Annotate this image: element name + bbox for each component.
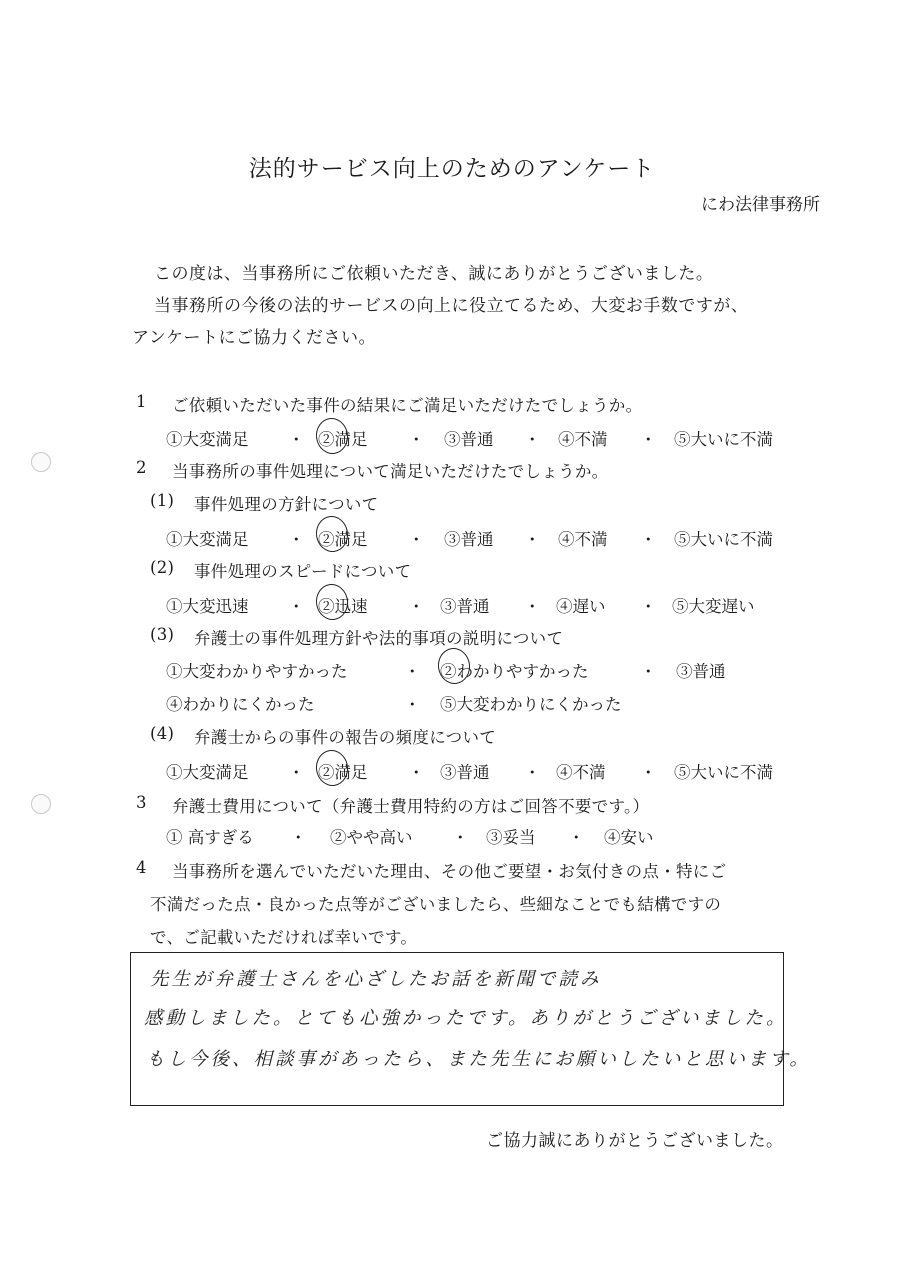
q3-option-2[interactable]: ②やや高い <box>330 828 413 847</box>
q2-1-option-5[interactable]: ⑤大いに不満 <box>674 530 773 549</box>
q2-4-text: 弁護士からの事件の報告の頻度について <box>194 728 497 747</box>
q2-4-separator: ・ <box>288 763 305 782</box>
q2-1-separator: ・ <box>408 530 425 549</box>
intro-line-3: アンケートにご協力ください。 <box>132 328 376 348</box>
q2-2-option-1[interactable]: ①大変迅速 <box>166 597 249 616</box>
q2-2-option-4[interactable]: ④遅い <box>556 597 606 616</box>
q2-4-option-4[interactable]: ④不満 <box>556 763 606 782</box>
q2-3-option-3[interactable]: ③普通 <box>676 662 726 681</box>
q2-2-label: (2) <box>150 558 175 577</box>
q2-3-label: (3) <box>150 625 175 644</box>
handwritten-line-2: 感動しました。とても心強かったです。ありがとうございました。 <box>144 1008 788 1029</box>
q2-4-option-2[interactable]: ②満足 <box>318 763 368 782</box>
q1-text: ご依頼いただいた事件の結果にご満足いただけたでしょうか。 <box>172 396 643 415</box>
intro-line-2: 当事務所の今後の法的サービスの向上に役立てるため、大変お手数ですが、 <box>154 296 749 316</box>
q2-2-option-2[interactable]: ②迅速 <box>318 597 368 616</box>
q2-1-text: 事件処理の方針について <box>194 495 379 514</box>
q3-option-3[interactable]: ③妥当 <box>486 828 536 847</box>
q2-2-separator: ・ <box>288 597 305 616</box>
q1-option-5[interactable]: ⑤大いに不満 <box>674 430 773 449</box>
firm-name: にわ法律事務所 <box>701 195 820 215</box>
q3-separator: ・ <box>290 828 307 847</box>
q2-3-separator: ・ <box>640 662 657 681</box>
q2-3-text: 弁護士の事件処理方針や法的事項の説明について <box>194 629 564 648</box>
q2-1-separator: ・ <box>524 530 541 549</box>
q1-option-4[interactable]: ④不満 <box>558 430 608 449</box>
q2-2-text: 事件処理のスピードについて <box>194 562 412 581</box>
q2-1-separator: ・ <box>288 530 305 549</box>
q3-number: 3 <box>136 793 147 812</box>
punch-hole-top <box>31 452 51 472</box>
q2-4-separator: ・ <box>408 763 425 782</box>
page-title: 法的サービス向上のためのアンケート <box>248 156 656 182</box>
q4-line-2: 不満だった点・良かった点等がございましたら、些細なことでも結構ですの <box>150 895 722 914</box>
q2-2-option-3[interactable]: ③普通 <box>440 597 490 616</box>
q4-line-3: で、ご記載いただければ幸いです。 <box>150 928 418 947</box>
q3-separator: ・ <box>568 828 585 847</box>
q2-4-option-5[interactable]: ⑤大いに不満 <box>674 763 773 782</box>
q2-3-option-1[interactable]: ①大変わかりやすかった <box>166 662 348 681</box>
q3-separator: ・ <box>452 828 469 847</box>
q2-1-option-3[interactable]: ③普通 <box>444 530 494 549</box>
q2-2-separator: ・ <box>408 597 425 616</box>
handwritten-line-1: 先生が弁護士さんを心ざしたお話を新聞で読み <box>150 969 602 990</box>
q2-1-option-4[interactable]: ④不満 <box>558 530 608 549</box>
q4-line-1: 当事務所を選んでいただいた理由、その他ご要望・お気付きの点・特にご <box>172 862 727 881</box>
q2-3-separator: ・ <box>404 662 421 681</box>
q2-1-option-1[interactable]: ①大変満足 <box>166 530 249 549</box>
q2-2-option-5[interactable]: ⑤大変遅い <box>672 597 755 616</box>
q3-text: 弁護士費用について（弁護士費用特約の方はご回答不要です。） <box>172 797 650 816</box>
q1-separator: ・ <box>524 430 541 449</box>
q2-1-label: (1) <box>150 491 175 510</box>
q2-2-separator: ・ <box>524 597 541 616</box>
q2-4-option-1[interactable]: ①大変満足 <box>166 763 249 782</box>
q2-1-option-2[interactable]: ②満足 <box>318 530 368 549</box>
q2-3-option-2[interactable]: ②わかりやすかった <box>440 662 589 681</box>
q2-4-separator: ・ <box>640 763 657 782</box>
q2-4-label: (4) <box>150 724 175 743</box>
q2-3-option-4[interactable]: ④わかりにくかった <box>166 695 315 714</box>
q1-separator: ・ <box>640 430 657 449</box>
q1-number: 1 <box>136 392 147 411</box>
punch-hole-bottom <box>31 794 51 814</box>
q1-option-2[interactable]: ②満足 <box>318 430 368 449</box>
closing-thanks: ご協力誠にありがとうございました。 <box>486 1131 784 1151</box>
q1-separator: ・ <box>408 430 425 449</box>
q2-2-separator: ・ <box>640 597 657 616</box>
q2-text: 当事務所の事件処理について満足いただけたでしょうか。 <box>172 462 609 481</box>
handwritten-line-3: もし今後、相談事があったら、また先生にお願いしたいと思います。 <box>146 1049 811 1070</box>
q1-option-1[interactable]: ①大変満足 <box>166 430 249 449</box>
q1-separator: ・ <box>288 430 305 449</box>
q2-3-separator: ・ <box>404 695 421 714</box>
q2-3-option-5[interactable]: ⑤大変わかりにくかった <box>440 695 622 714</box>
q2-4-separator: ・ <box>524 763 541 782</box>
q1-option-3[interactable]: ③普通 <box>444 430 494 449</box>
q2-4-option-3[interactable]: ③普通 <box>440 763 490 782</box>
q4-number: 4 <box>136 858 147 877</box>
q3-option-4[interactable]: ④安い <box>604 828 654 847</box>
q3-option-1[interactable]: ① 高すぎる <box>166 828 254 847</box>
intro-line-1: この度は、当事務所にご依頼いただき、誠にありがとうございました。 <box>154 264 714 284</box>
q2-1-separator: ・ <box>640 530 657 549</box>
q2-number: 2 <box>136 458 147 477</box>
